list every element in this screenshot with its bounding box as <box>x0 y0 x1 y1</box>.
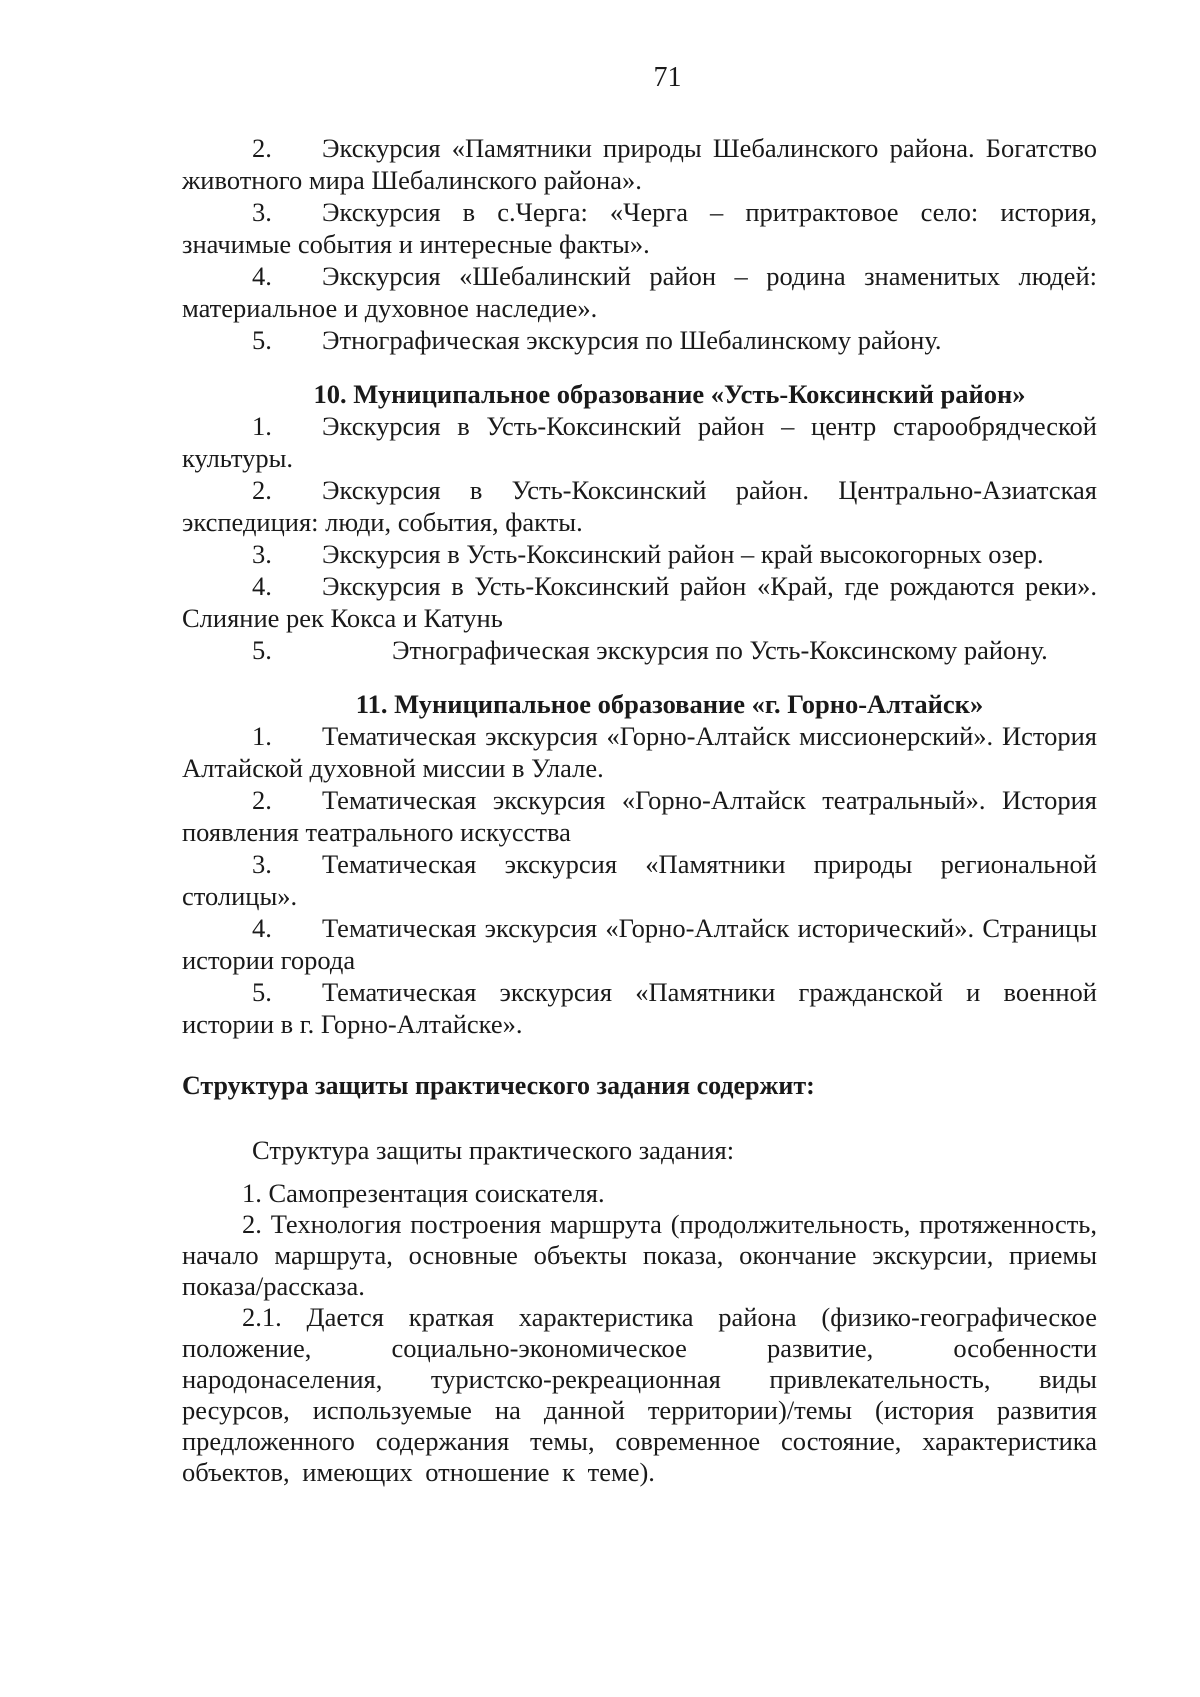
structure-item: 2.1. Дается краткая характеристика района (физико-географическое положение, социально-экономическое развитие, особенности народонаселения, туристско-рекреационная привлекательность, виды ресурсов, используемые на данной территории)/темы (история развития предложенного содержания темы, современное состояние, характеристика объектов, имеющих отношение к теме). <box>182 1302 1097 1487</box>
item-text: Экскурсия «Шебалинский район – родина знаменитых людей: материальное и духовное наследие». <box>182 261 1097 323</box>
item-number: 5. <box>252 635 272 665</box>
item-text: Экскурсия «Памятники природы Шебалинского района. Богатство животного мира Шебалинского района». <box>182 133 1097 195</box>
list-item <box>182 720 1097 784</box>
item-text: Тематическая экскурсия «Горно-Алтайск театральный». История появления театрального искусства <box>182 785 1097 847</box>
item-number: 5. <box>252 977 272 1007</box>
list-item <box>182 196 1097 260</box>
item-text: Экскурсия в с.Черга: «Черга – притрактовое село: история, значимые события и интересные факты». <box>182 197 1097 259</box>
list-item <box>182 132 1097 196</box>
structure-list <box>182 1178 1097 1488</box>
structure-item: 2. Технология построения маршрута (продолжительность, протяженность, начало маршрута, основные объекты показа, окончание экскурсии, приемы показа/рассказа. <box>182 1209 1097 1301</box>
item-number: 2. <box>252 785 272 815</box>
item-text: Тематическая экскурсия «Памятники природы региональной столицы». <box>182 849 1097 911</box>
section-10-heading: 10. Муниципальное образование «Усть-Коксинский район» <box>313 379 1026 409</box>
list-item <box>182 324 1097 356</box>
item-text: Тематическая экскурсия «Горно-Алтайск миссионерский». История Алтайской духовной миссии в Улале. <box>182 721 1097 783</box>
item-number: 3. <box>252 849 272 879</box>
structure-item: 1. Самопрезентация соискателя. <box>242 1178 605 1208</box>
list-item <box>182 784 1097 848</box>
item-text: Экскурсия в Усть-Коксинский район. Центрально-Азиатская экспедиция: люди, события, факты. <box>182 475 1097 537</box>
item-number: 3. <box>252 539 272 569</box>
item-number: 2. <box>252 133 272 163</box>
item-text: Экскурсия в Усть-Коксинский район – край высокогорных озер. <box>322 539 1044 569</box>
item-number: 4. <box>252 913 272 943</box>
item-text: Этнографическая экскурсия по Шебалинскому району. <box>322 325 942 355</box>
item-text: Экскурсия в Усть-Коксинский район «Край, где рождаются реки». Слияние рек Кокса и Катунь <box>182 571 1097 633</box>
item-number: 4. <box>252 571 272 601</box>
list-item <box>182 410 1097 474</box>
list-item <box>182 848 1097 912</box>
list-item <box>182 474 1097 538</box>
item-text: Этнографическая экскурсия по Усть-Коксинскому району. <box>392 635 1048 665</box>
document-body <box>182 132 1097 1488</box>
item-text: Тематическая экскурсия «Памятники гражданской и военной истории в г. Горно-Алтайске». <box>182 977 1097 1039</box>
section-11-heading: 11. Муниципальное образование «г. Горно-Алтайск» <box>355 689 984 719</box>
list-item <box>182 538 1097 570</box>
section-11-list <box>182 720 1097 1040</box>
list-item <box>182 260 1097 324</box>
list-item <box>182 634 1097 666</box>
page-number: 71 <box>653 62 682 93</box>
structure-heading: Структура защиты практического задания содержит: <box>182 1071 815 1100</box>
item-number: 4. <box>252 261 272 291</box>
list-item <box>182 976 1097 1040</box>
list-item <box>182 912 1097 976</box>
item-number: 1. <box>252 721 272 751</box>
item-text: Тематическая экскурсия «Горно-Алтайск исторический». Страницы истории города <box>182 913 1097 975</box>
section-10-list <box>182 410 1097 666</box>
section-9-list <box>182 132 1097 356</box>
item-number: 5. <box>252 325 272 355</box>
item-text: Экскурсия в Усть-Коксинский район – центр старообрядческой культуры. <box>182 411 1097 473</box>
structure-subheading: Структура защиты практического задания: <box>252 1135 735 1165</box>
item-number: 2. <box>252 475 272 505</box>
list-item <box>182 570 1097 634</box>
item-number: 1. <box>252 411 272 441</box>
item-number: 3. <box>252 197 272 227</box>
